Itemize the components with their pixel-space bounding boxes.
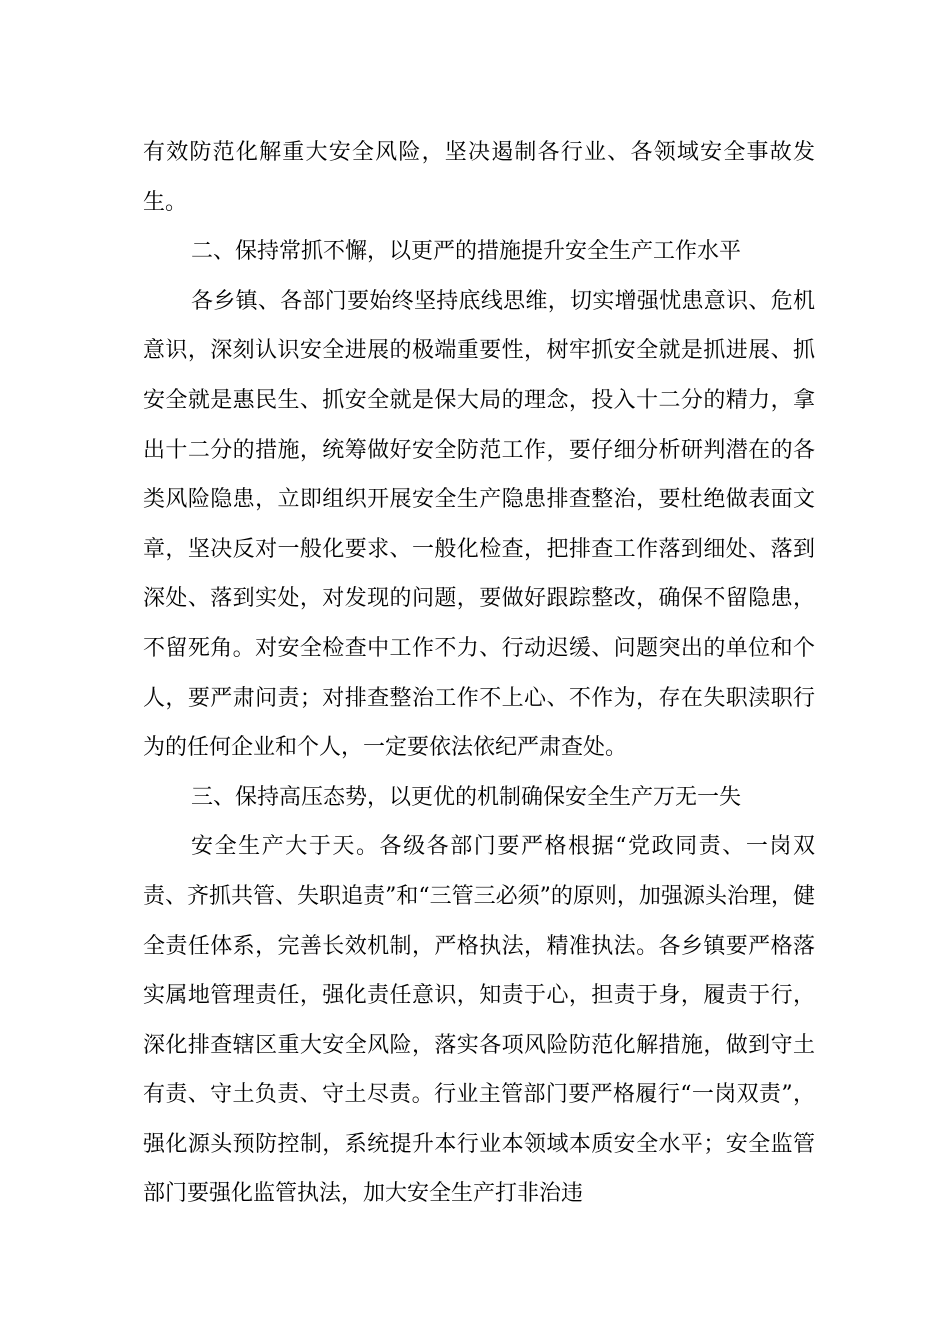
body-paragraph-2: 各乡镇、各部门要始终坚持底线思维，切实增强忧患意识、危机意识，深刻认识安全进展的极端重要性，树牢抓安全就是抓进展、抓安全就是惠民生、抓安全就是保大局的理念，投入十二分的精力，拿出十二分的措施，统筹做好安全防范工作，要仔细分析研判潜在的各类风险隐患，立即组织开展安全生产隐患排查整治，要杜绝做表面文章，坚决反对一般化要求、一般化检查，把排查工作落到细处、落到深处、落到实处，对发现的问题，要做好跟踪整改，确保不留隐患，不留死角。对安全检查中工作不力、行动迟缓、问题突出的单位和个人，要严肃问责；对排查整治工作不上心、不作为，存在失职渎职行为的任何企业和个人，一定要依法依纪严肃查处。 <box>143 288 815 761</box>
document-body <box>143 128 815 1219</box>
body-paragraph-3: 安全生产大于天。各级各部门要严格根据“党政同责、一岗双责、齐抓共管、失职追责”和“三管三必须”的原则，加强源头治理，健全责任体系，完善长效机制，严格执法，精准执法。各乡镇要严格落实属地管理责任，强化责任意识，知责于心，担责于身，履责于行，深化排查辖区重大安全风险，落实各项风险防范化解措施，做到守土有责、守土负责、守土尽责。行业主管部门要严格履行“一岗双责”，强化源头预防控制，系统提升本行业本领域本质安全水平；安全监管部门要强化监管执法，加大安全生产打非治违 <box>143 834 815 1207</box>
section-heading-2: 二、保持常抓不懈，以更严的措施提升安全生产工作水平 <box>191 239 742 265</box>
section-heading-3: 三、保持高压态势，以更优的机制确保安全生产万无一失 <box>191 784 742 810</box>
body-paragraph-1: 有效防范化解重大安全风险，坚决遏制各行业、各领域安全事故发生。 <box>143 140 815 215</box>
